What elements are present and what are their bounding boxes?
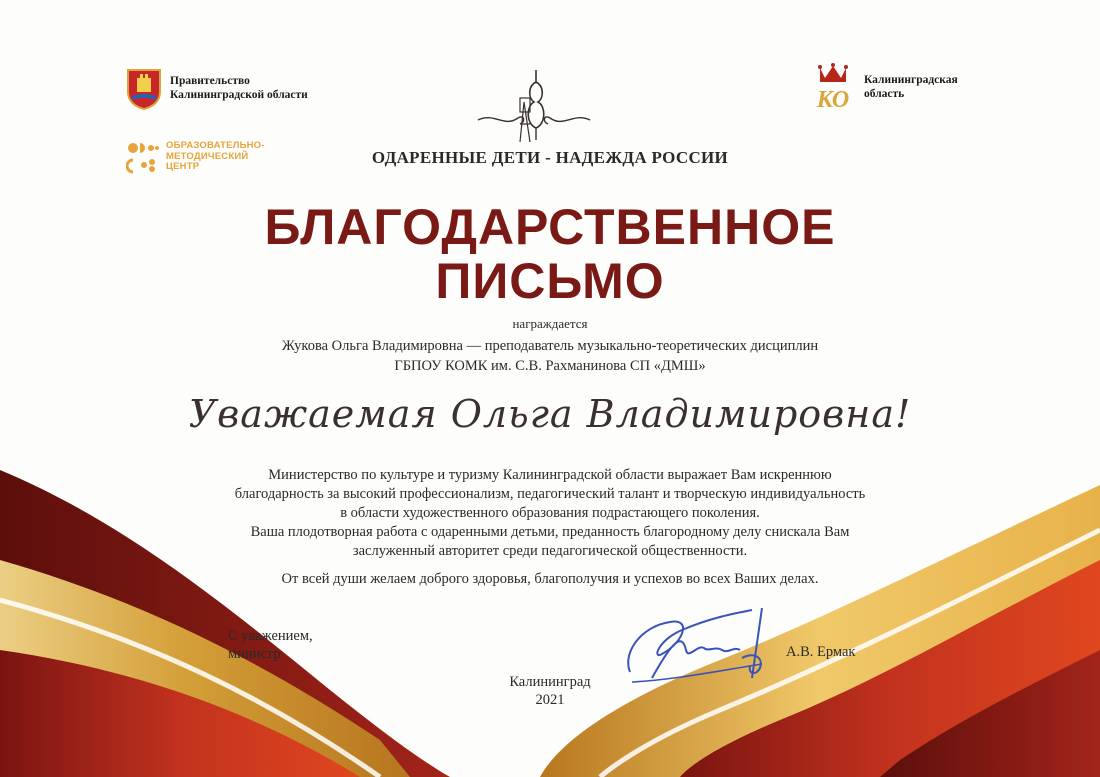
body-line1: Министерство по культуре и туризму Калининградской области выражает Вам искреннюю xyxy=(268,467,832,483)
government-name-line2: Калининградской области xyxy=(170,89,308,101)
signature-block xyxy=(228,627,313,663)
violin-easel-emblem-icon xyxy=(474,68,594,148)
region-ko-crown-icon xyxy=(808,62,858,112)
body-line3: в области художественного образования подрастающего поколения. xyxy=(340,505,760,521)
government-logo xyxy=(126,66,308,110)
wish-text: От всей души желаем доброго здоровья, благополучия и успехов во всех Ваших делах. xyxy=(281,571,819,587)
body-line5: заслуженный авторитет среди педагогической общественности. xyxy=(352,543,748,559)
region-name-line2: область xyxy=(864,88,905,100)
year: 2021 xyxy=(535,692,565,708)
document-title-line1: БЛАГОДАРСТВЕННОЕ xyxy=(264,199,836,255)
motto: ОДАРЕННЫЕ ДЕТИ - НАДЕЖДА РОССИИ xyxy=(371,148,729,167)
recipient-line2: ГБПОУ КОМК им. С.В. Рахманинова СП «ДМШ» xyxy=(394,358,706,374)
region-logo-letters: КО xyxy=(816,87,850,112)
region-name-line1: Калининградская xyxy=(864,74,958,86)
edu-name-line2: МЕТОДИЧЕСКИЙ xyxy=(166,150,249,162)
recipient-line1: Жукова Ольга Владимировна — преподаватель музыкально-теоретических дисциплин xyxy=(281,338,819,354)
edu-name-line3: ЦЕНТР xyxy=(166,161,200,173)
coat-of-arms-icon xyxy=(126,66,162,110)
edu-name-line1: ОБРАЗОВАТЕЛЬНО- xyxy=(166,140,265,152)
city: Калининград xyxy=(509,674,591,690)
regards-text: С уважением, xyxy=(228,628,313,644)
awarded-label: награждается xyxy=(512,316,588,331)
greeting: Уважаемая Ольга Владимировна! xyxy=(188,392,912,436)
place-and-year xyxy=(0,673,1100,709)
government-name-line1: Правительство xyxy=(170,75,250,87)
document-title-line2: ПИСЬМО xyxy=(435,253,665,309)
signer-name: А.В. Ермак xyxy=(786,644,856,660)
body-line4: Ваша плодотворная работа с одаренными детьми, преданность благородному делу снискала Вам xyxy=(250,524,850,540)
body-text xyxy=(160,466,940,561)
signer-position: министр xyxy=(228,646,281,662)
body-line2: благодарность за высокий профессионализм, педагогический талант и творческую индивидуальность xyxy=(234,486,866,502)
region-logo xyxy=(808,62,958,112)
